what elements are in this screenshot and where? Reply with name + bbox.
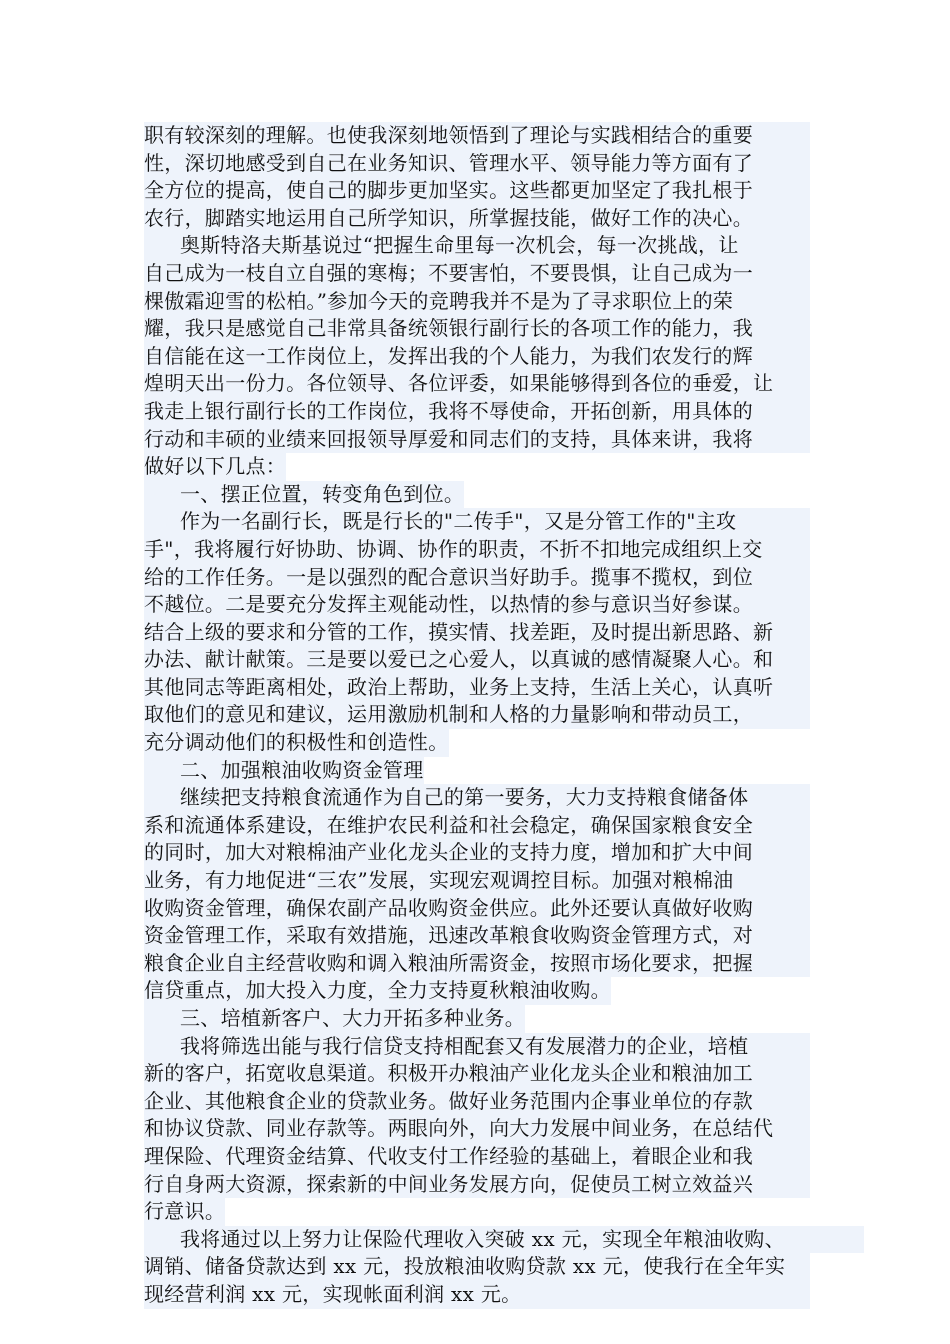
- text-line-row: [144, 757, 810, 785]
- text-line: 做好以下几点：: [144, 453, 286, 481]
- text-line: 自己成为一枝自立自强的寒梅；不要害怕，不要畏惧，让自己成为一: [144, 260, 810, 288]
- text-line: 取他们的意见和建议，运用激励机制和人格的力量影响和带动员工，: [144, 701, 810, 729]
- text-line: 行意识。: [144, 1198, 225, 1226]
- text-line: 粮食企业自主经营收购和调入粮油所需资金，按照市场化要求，把握: [144, 950, 810, 978]
- text-line: 手"，我将履行好协助、协调、协作的职责，不折不扣地完成组织上交: [144, 536, 810, 564]
- text-line: 我将筛选出能与我行信贷支持相配套又有发展潜力的企业，培植: [144, 1033, 810, 1061]
- text-line: 现经营利润 xx 元，实现帐面利润 xx 元。: [144, 1281, 810, 1309]
- text-line: 调销、储备贷款达到 xx 元，投放粮油收购贷款 xx 元，使我行在全年实: [144, 1253, 810, 1281]
- text-line: 结合上级的要求和分管的工作，摸实情、找差距，及时提出新思路、新: [144, 619, 810, 647]
- text-line: 和协议贷款、同业存款等。两眼向外，向大力发展中间业务，在总结代: [144, 1115, 810, 1143]
- text-line: 企业、其他粮食企业的贷款业务。做好业务范围内企事业单位的存款: [144, 1088, 810, 1116]
- text-line: 作为一名副行长，既是行长的"二传手"，又是分管工作的"主攻: [144, 508, 810, 536]
- text-line: 自信能在这一工作岗位上，发挥出我的个人能力，为我们农发行的辉: [144, 343, 810, 371]
- text-line-row: [144, 729, 810, 757]
- text-line: 新的客户，拓宽收息渠道。积极开办粮油产业化龙头企业和粮油加工: [144, 1060, 810, 1088]
- text-line: 农行，脚踏实地运用自己所学知识，所掌握技能，做好工作的决心。: [144, 205, 810, 233]
- text-line: 全方位的提高，使自己的脚步更加坚实。这些都更加坚定了我扎根于: [144, 177, 810, 205]
- text-line: 二、加强粮油收购资金管理: [144, 757, 424, 785]
- text-line: 理保险、代理资金结算、代收支付工作经验的基础上，着眼企业和我: [144, 1143, 810, 1171]
- text-line-row: [144, 1198, 810, 1226]
- text-line: 给的工作任务。一是以强烈的配合意识当好助手。揽事不揽权，到位: [144, 564, 810, 592]
- text-line: 系和流通体系建设，在维护农民利益和社会稳定，确保国家粮食安全: [144, 812, 810, 840]
- text-line: 我将通过以上努力让保险代理收入突破 xx 元，实现全年粮油收购、: [144, 1226, 864, 1254]
- text-line: 办法、献计献策。三是要以爱已之心爱人，以真诚的感情凝聚人心。和: [144, 646, 810, 674]
- text-line: 其他同志等距离相处，政治上帮助，业务上支持，生活上关心，认真听: [144, 674, 810, 702]
- text-line: 耀，我只是感觉自己非常具备统领银行副行长的各项工作的能力，我: [144, 315, 810, 343]
- text-line: 一、摆正位置，转变角色到位。: [144, 481, 464, 509]
- text-line-row: [144, 1005, 810, 1033]
- text-line: 行动和丰硕的业绩来回报领导厚爱和同志们的支持，具体来讲，我将: [144, 426, 810, 454]
- text-line-row: [144, 481, 810, 509]
- text-line: 继续把支持粮食流通作为自己的第一要务，大力支持粮食储备体: [144, 784, 810, 812]
- text-line: 充分调动他们的积极性和创造性。: [144, 729, 449, 757]
- text-line-row: [144, 453, 810, 481]
- text-line: 奥斯特洛夫斯基说过“把握生命里每一次机会，每一次挑战，让: [144, 232, 810, 260]
- text-line: 职有较深刻的理解。也使我深刻地领悟到了理论与实践相结合的重要: [144, 122, 810, 150]
- text-line-row: [144, 977, 810, 1005]
- text-line: 我走上银行副行长的工作岗位，我将不辱使命，开拓创新，用具体的: [144, 398, 810, 426]
- text-line: 信贷重点，加大投入力度，全力支持夏秋粮油收购。: [144, 977, 611, 1005]
- text-line: 资金管理工作，采取有效措施，迅速改革粮食收购资金管理方式，对: [144, 922, 810, 950]
- text-line: 三、培植新客户、大力开拓多种业务。: [144, 1005, 525, 1033]
- text-line: 性，深切地感受到自己在业务知识、管理水平、领导能力等方面有了: [144, 150, 810, 178]
- text-line: 不越位。二是要充分发挥主观能动性，以热情的参与意识当好参谋。: [144, 591, 810, 619]
- text-line: 行自身两大资源，探索新的中间业务发展方向，促使员工树立效益兴: [144, 1171, 810, 1199]
- text-line: 棵傲霜迎雪的松柏。”参加今天的竞聘我并不是为了寻求职位上的荣: [144, 288, 810, 316]
- text-line: 收购资金管理，确保农副产品收购资金供应。此外还要认真做好收购: [144, 895, 810, 923]
- document-body: [144, 122, 810, 1309]
- text-line: 业务，有力地促进“三农”发展，实现宏观调控目标。加强对粮棉油: [144, 867, 810, 895]
- text-line: 的同时，加大对粮棉油产业化龙头企业的支持力度，增加和扩大中间: [144, 839, 810, 867]
- text-line: 煌明天出一份力。各位领导、各位评委，如果能够得到各位的垂爱，让: [144, 370, 810, 398]
